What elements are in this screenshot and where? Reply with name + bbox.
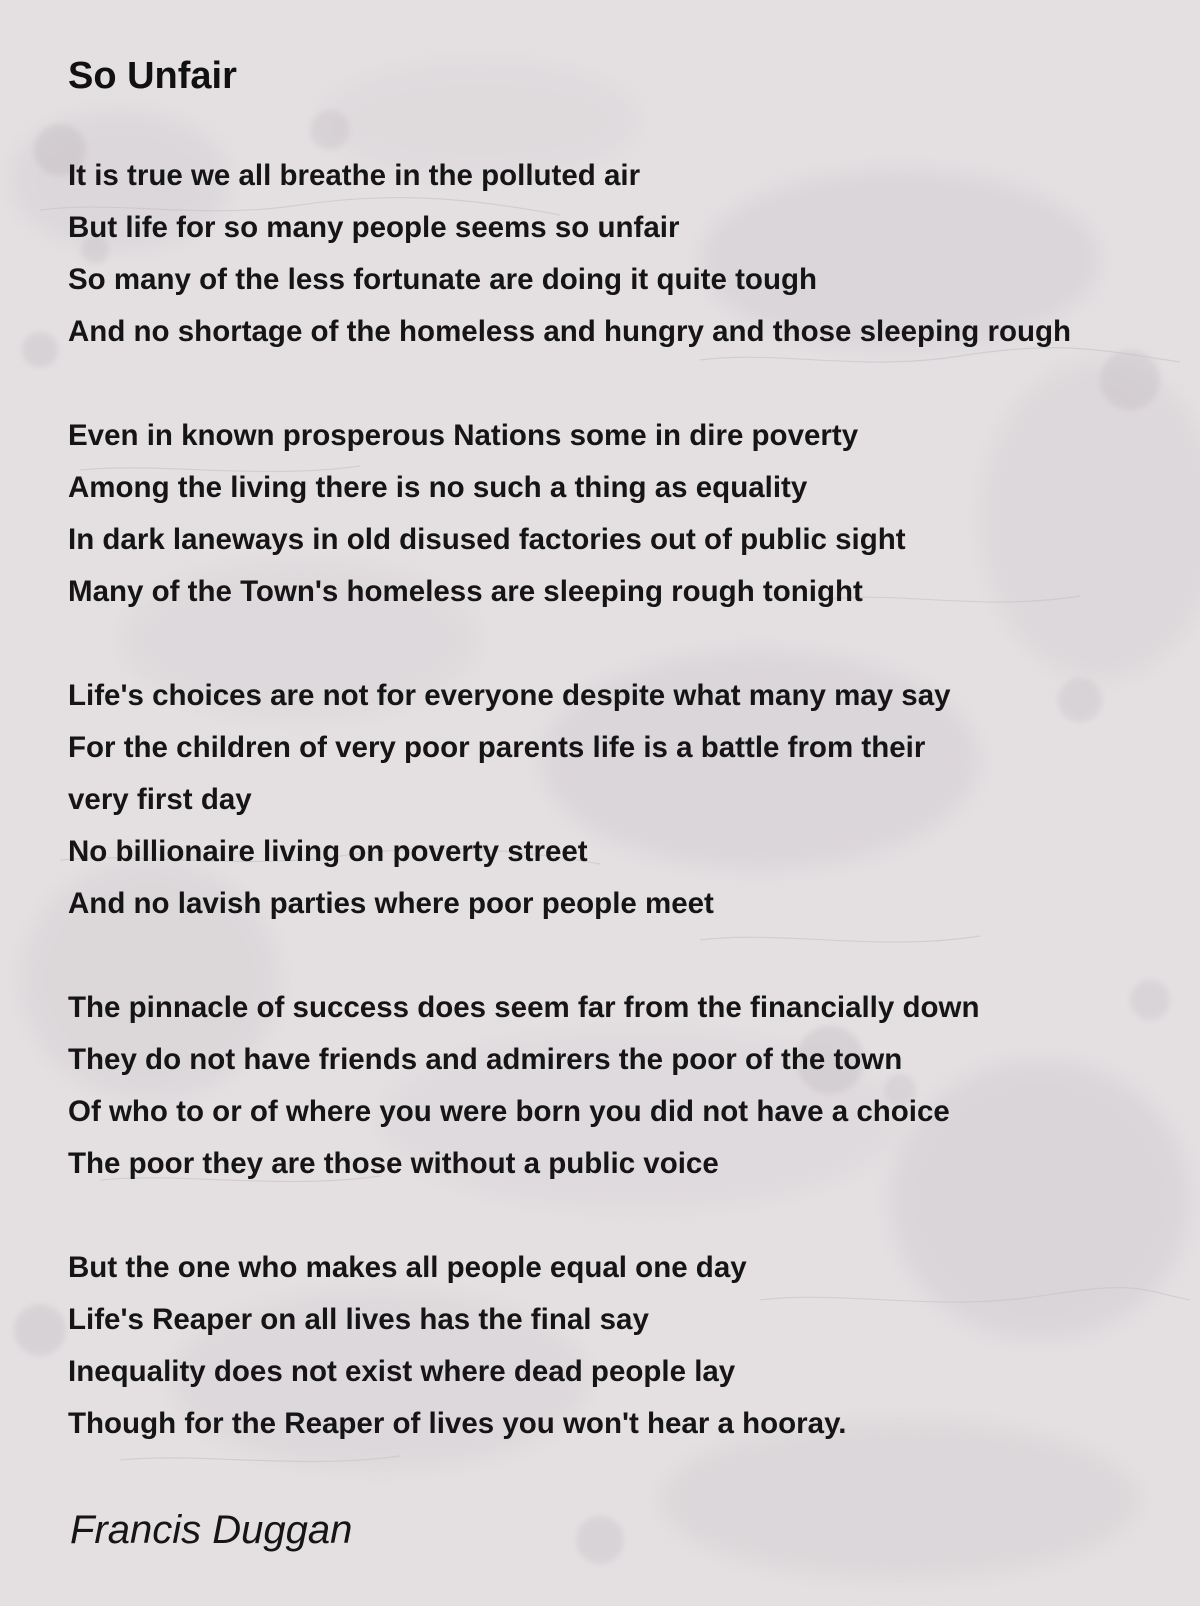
poem-line: Life's Reaper on all lives has the final say	[68, 1303, 649, 1336]
poem-title: So Unfair	[68, 55, 237, 97]
poem-line: Life's choices are not for everyone despite what many may say	[68, 679, 951, 712]
poem-line: And no shortage of the homeless and hungry and those sleeping rough	[68, 315, 1072, 348]
poem-line: The poor they are those without a public voice	[68, 1147, 719, 1180]
poem-line: In dark laneways in old disused factories out of public sight	[68, 523, 906, 556]
poem-line: Many of the Town's homeless are sleeping rough tonight	[68, 575, 863, 608]
stanza-3	[68, 670, 1193, 930]
poem-author: Francis Duggan	[70, 1508, 353, 1552]
poem-line: Of who to or of where you were born you did not have a choice	[68, 1095, 950, 1128]
poem-line: No billionaire living on poverty street	[68, 835, 588, 868]
poem-line: Inequality does not exist where dead people lay	[68, 1355, 736, 1388]
poem-line: It is true we all breathe in the polluted air	[68, 159, 641, 192]
stanza-break	[68, 358, 1193, 410]
poem-line: But life for so many people seems so unfair	[68, 211, 680, 244]
poem-line: So many of the less fortunate are doing it quite tough	[68, 263, 818, 296]
poem-line: Even in known prosperous Nations some in dire poverty	[68, 419, 859, 452]
stanza-4	[68, 982, 1193, 1190]
stanza-break	[68, 930, 1193, 982]
poem-line: And no lavish parties where poor people meet	[68, 887, 714, 920]
poem-body	[68, 150, 1193, 1450]
poem-line: The pinnacle of success does seem far from the financially down	[68, 991, 980, 1024]
stanza-5	[68, 1242, 1193, 1450]
stanza-1	[68, 150, 1193, 358]
stanza-2	[68, 410, 1193, 618]
poem-line: But the one who makes all people equal one day	[68, 1251, 747, 1284]
poem-line: very first day	[68, 783, 252, 816]
poem-line: Among the living there is no such a thing as equality	[68, 471, 808, 504]
poem-line: Though for the Reaper of lives you won't hear a hooray.	[68, 1407, 847, 1440]
poem-line: For the children of very poor parents life is a battle from their	[68, 731, 926, 764]
poem-line: They do not have friends and admirers the poor of the town	[68, 1043, 903, 1076]
stanza-break	[68, 1190, 1193, 1242]
stanza-break	[68, 618, 1193, 670]
